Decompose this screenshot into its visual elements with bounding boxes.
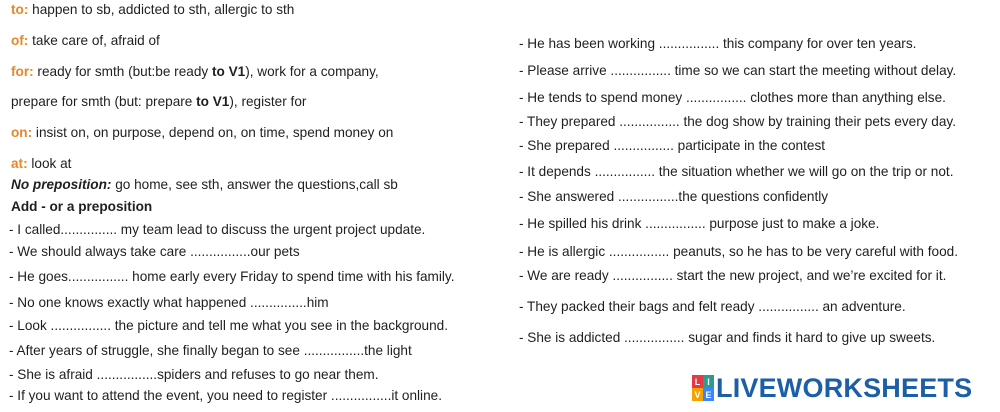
exercise-item: - If you want to attend the event, you need to register ................it online. [9, 388, 442, 403]
rule-for [11, 63, 379, 81]
exercise-item: - He is allergic ................ peanuts, so he has to be very careful with food. [519, 244, 958, 259]
exercise-item: - It depends ................ the situation whether we will go on the trip or not. [519, 164, 954, 179]
exercise-item: - She is addicted ................ sugar and finds it hard to give up sweets. [519, 330, 936, 345]
rule-text: happen to sb, addicted to sth, allergic to sth [28, 2, 295, 17]
rule-at [11, 155, 71, 173]
exercise-item: - She is afraid ................spiders and refuses to go near them. [9, 367, 379, 382]
rule-of [11, 32, 160, 50]
liveworksheets-logo[interactable] [692, 372, 972, 404]
exercise-item: - We are ready ................ start the new project, and we’re excited for it. [519, 268, 947, 283]
rule-text: ), register for [229, 94, 307, 109]
rule-on [11, 124, 393, 142]
exercise-item: - They prepared ................ the dog show by training their pets every day. [519, 114, 956, 129]
exercise-item: - He tends to spend money ................ clothes more than anything else. [519, 90, 946, 105]
rule-text: take care of, afraid of [28, 33, 160, 48]
exercise-item: - She answered ................the questions confidently [519, 189, 829, 204]
exercise-item: - Look ................ the picture and tell me what you see in the background. [9, 318, 449, 333]
logo-letter: E [703, 388, 714, 401]
rule-for-continued [11, 93, 306, 111]
exercise-item: - He goes................ home early every Friday to spend time with his family. [9, 269, 455, 284]
rule-label: on: [11, 125, 33, 140]
rule-text: ), work for a company, [245, 64, 379, 79]
exercise-item: - We should always take care ................our pets [9, 244, 300, 259]
rule-text: insist on, on purpose, depend on, on time, spend money on [32, 125, 394, 140]
rule-text: go home, see sth, answer the questions,call sb [111, 177, 398, 192]
rule-text: prepare for smth (but: prepare [11, 94, 197, 109]
rule-text: ready for smth (but:be ready [33, 64, 212, 79]
exercise-item: - She prepared ................ participate in the contest [519, 138, 826, 153]
logo-letter: I [703, 375, 714, 388]
live-logo-icon [692, 375, 714, 401]
rule-label: of: [11, 33, 29, 48]
rule-label: for: [11, 64, 34, 79]
exercise-item: - I called............... my team lead to discuss the urgent project update. [9, 222, 426, 237]
exercise-item: - After years of struggle, she finally began to see ................the light [9, 343, 412, 358]
logo-letter: L [692, 375, 703, 388]
rule-no-preposition [11, 176, 398, 194]
rule-to [11, 1, 294, 19]
exercise-item: - They packed their bags and felt ready ................ an adventure. [519, 299, 906, 314]
rule-label: at: [11, 156, 28, 171]
exercise-item: - He spilled his drink ................ purpose just to make a joke. [519, 216, 880, 231]
rule-label: No preposition: [11, 177, 112, 192]
logo-letter: V [692, 388, 703, 401]
exercise-item: - Please arrive ................ time so we can start the meeting without delay. [519, 63, 957, 78]
rule-bold: to V1 [211, 64, 246, 79]
logo-text: LIVEWORKSHEETS [716, 372, 973, 403]
rule-label: to: [11, 2, 29, 17]
rule-bold: to V1 [196, 94, 230, 109]
exercise-item: - No one knows exactly what happened ...............him [9, 295, 329, 310]
exercise-heading: Add - or a preposition [11, 199, 153, 214]
exercise-item: - He has been working ................ this company for over ten years. [519, 36, 917, 51]
rule-text: look at [27, 156, 72, 171]
